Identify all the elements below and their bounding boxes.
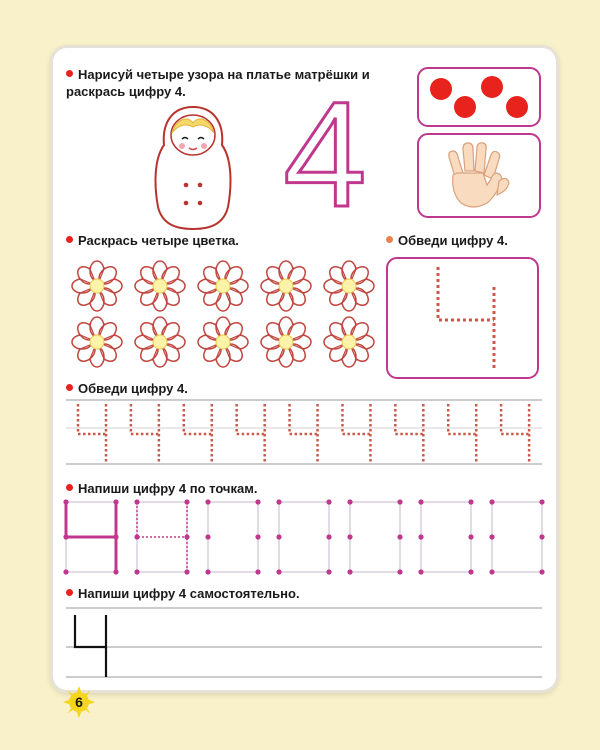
dot-grid[interactable] [276, 499, 331, 574]
task-trace-digit-box-text: Обведи цифру 4. [398, 233, 508, 248]
page-number [63, 686, 95, 718]
task-trace-digit-row [66, 380, 188, 397]
dot-grid[interactable] [134, 499, 189, 574]
dotted-digit-four[interactable] [342, 404, 370, 464]
flower[interactable] [198, 261, 248, 311]
flower[interactable] [72, 261, 122, 311]
task-trace-digit-box [386, 232, 508, 249]
red-dot [454, 96, 476, 118]
bullet-icon [66, 70, 73, 77]
red-dot [481, 76, 503, 98]
task-color-flowers-text: Раскрась четыре цветка. [78, 233, 239, 248]
dotted-digit-four[interactable] [290, 404, 318, 464]
flower[interactable] [324, 261, 374, 311]
flower[interactable] [135, 317, 185, 367]
sample-digit-four [75, 615, 106, 677]
flower[interactable] [261, 261, 311, 311]
task-trace-digit-row-text: Обведи цифру 4. [78, 381, 188, 396]
dot-grid[interactable] [489, 499, 544, 574]
trace-digit-box[interactable] [386, 257, 539, 379]
four-fingers-box [417, 133, 541, 218]
task-write-alone-text: Напиши цифру 4 самостоятельно. [78, 586, 300, 601]
bullet-icon [66, 236, 73, 243]
dot-grids-row[interactable] [66, 500, 542, 575]
red-dot [506, 96, 528, 118]
flower[interactable] [324, 317, 374, 367]
dotted-digit-four[interactable] [395, 404, 423, 464]
bullet-icon [66, 384, 73, 391]
dotted-digit-four[interactable] [448, 404, 476, 464]
task-write-by-dots [66, 480, 257, 497]
dot-grid[interactable] [347, 499, 402, 574]
flower[interactable] [261, 317, 311, 367]
task-write-alone [66, 585, 300, 602]
dotted-digit-four[interactable] [184, 404, 212, 464]
task-write-by-dots-text: Напиши цифру 4 по точкам. [78, 481, 258, 496]
red-dots-box [417, 67, 541, 127]
task-color-flowers [66, 232, 239, 249]
flower[interactable] [198, 317, 248, 367]
red-dot [430, 78, 452, 100]
bullet-icon [386, 236, 393, 243]
flowers-grid [66, 258, 381, 373]
dotted-digit-four[interactable] [131, 404, 159, 464]
dotted-digit-four[interactable] [237, 404, 265, 464]
page-number-text: 6 [75, 694, 83, 710]
task-decorate-doll-text: Нарисуй четыре узора на платье матрёшки и раскрась цифру 4. [66, 67, 370, 99]
matryoshka-doll[interactable] [148, 103, 238, 233]
dot-grid[interactable] [418, 499, 473, 574]
flower[interactable] [135, 261, 185, 311]
big-digit-four[interactable]: 4 [283, 70, 367, 238]
bullet-icon [66, 484, 73, 491]
bullet-icon [66, 589, 73, 596]
dotted-digit-four[interactable] [501, 404, 529, 464]
dotted-digit-four[interactable] [78, 404, 106, 464]
trace-row[interactable] [66, 398, 542, 470]
flower[interactable] [72, 317, 122, 367]
dot-grid[interactable] [205, 499, 260, 574]
dot-grid[interactable] [63, 499, 118, 574]
writing-lines[interactable] [66, 605, 542, 680]
